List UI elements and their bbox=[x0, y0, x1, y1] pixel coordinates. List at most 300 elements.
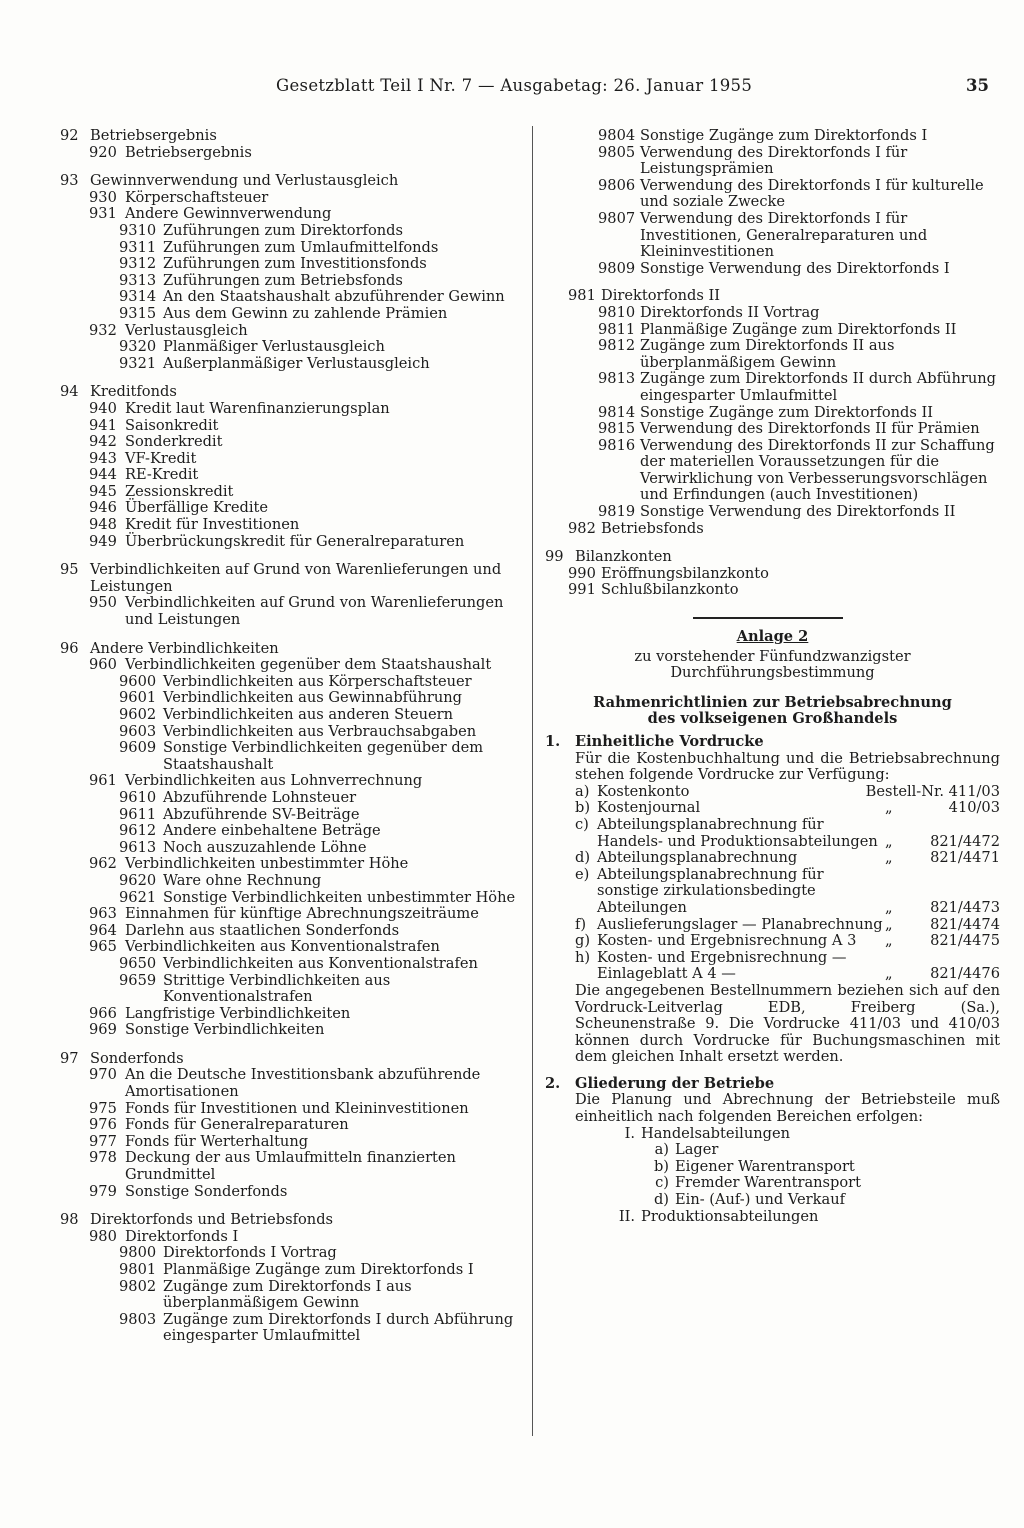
account-entry bbox=[60, 223, 522, 240]
account-title: Betriebsfonds bbox=[601, 519, 704, 537]
form-order-number: 821/4476 bbox=[930, 965, 1000, 983]
account-number: 9819 bbox=[598, 503, 636, 521]
page-number: 35 bbox=[966, 76, 989, 95]
account-number: 9811 bbox=[598, 320, 636, 338]
account-entry bbox=[60, 1212, 522, 1229]
account-entry bbox=[60, 873, 522, 890]
account-title: Direktorfonds II bbox=[601, 287, 721, 305]
account-title: Schlußbilanzkonto bbox=[601, 581, 739, 599]
account-title: Verbindlichkeiten aus Konventionalstrafen bbox=[163, 954, 478, 972]
account-title: Andere Gewinnverwendung bbox=[125, 205, 332, 223]
area-item bbox=[545, 1142, 1000, 1159]
area-name: Lager bbox=[675, 1141, 719, 1159]
account-entry bbox=[545, 566, 1000, 583]
account-number: 970 bbox=[89, 1066, 117, 1084]
section-rule bbox=[693, 617, 843, 619]
account-number: 950 bbox=[89, 594, 117, 612]
account-title: Zuführungen zum Investitionsfonds bbox=[163, 255, 427, 273]
account-title: Sonstige Verwendung des Direktorfonds I bbox=[640, 259, 950, 277]
area-label: b) bbox=[653, 1157, 669, 1175]
account-title: Zuführungen zum Betriebsfonds bbox=[163, 271, 403, 289]
account-title: Verwendung des Direktorfonds I für Leistungsprämien bbox=[640, 143, 908, 178]
account-title: Darlehn aus staatlichen Sonderfonds bbox=[125, 921, 400, 939]
account-title: Ware ohne Rechnung bbox=[163, 871, 322, 889]
account-number: 95 bbox=[60, 561, 79, 579]
account-number: 9659 bbox=[119, 971, 157, 989]
account-number: 9610 bbox=[119, 788, 157, 806]
account-entry bbox=[60, 674, 522, 691]
account-number: 9816 bbox=[598, 436, 636, 454]
form-label: b) bbox=[575, 799, 591, 817]
account-title: Verbindlichkeiten aus anderen Steuern bbox=[163, 706, 454, 723]
account-title: Sonstige Sonderfonds bbox=[125, 1182, 288, 1200]
account-number: 9612 bbox=[119, 822, 157, 840]
account-title: Andere einbehaltene Beträge bbox=[163, 822, 381, 840]
section-1-note: Die angegebenen Bestellnummern beziehen sich auf den Vordruck-Leitverlag EDB, Freiberg (Sa.), Scheunenstraße 9. Die Vordrucke 411/03 und 410/03 können durch Vordrucke für Buchungsmaschinen mit dem gleichen Inhalt ersetzt werden. bbox=[575, 981, 1000, 1066]
account-title: Gewinnverwendung und Verlustausgleich bbox=[90, 172, 399, 190]
account-number: 9611 bbox=[119, 805, 157, 823]
area-item bbox=[545, 1209, 1000, 1226]
form-order-number: 410/03 bbox=[948, 799, 1000, 817]
account-entry bbox=[545, 305, 1000, 322]
anlage-title: Anlage 2 bbox=[736, 628, 809, 646]
account-title: Sonstige Verwendung des Direktorfonds II bbox=[640, 503, 956, 521]
form-name: Kostenkonto bbox=[597, 782, 690, 800]
account-entry bbox=[60, 356, 522, 373]
column-divider bbox=[532, 126, 533, 1436]
account-number: 975 bbox=[89, 1099, 117, 1117]
form-order-number: Bestell-Nr. 411/03 bbox=[865, 782, 1000, 800]
account-title: Überbrückungskredit für Generalreparaturen bbox=[125, 532, 465, 550]
account-title: VF-Kredit bbox=[125, 449, 197, 467]
account-title: Aus dem Gewinn zu zahlende Prämien bbox=[163, 304, 448, 322]
anlage-subtitle-1: zu vorstehender Fünfundzwanzigster bbox=[634, 647, 911, 665]
area-name: Handelsabteilungen bbox=[641, 1124, 791, 1142]
account-title: Zugänge zum Direktorfonds II durch Abführung eingesparter Umlaufmittel bbox=[640, 370, 996, 404]
area-name: Ein- (Auf-) und Verkauf bbox=[675, 1191, 846, 1209]
account-entry bbox=[60, 1006, 522, 1023]
account-number: 978 bbox=[89, 1149, 117, 1167]
form-item bbox=[545, 933, 1000, 950]
account-title: Langfristige Verbindlichkeiten bbox=[125, 1004, 351, 1022]
account-entry bbox=[60, 1150, 522, 1183]
account-title: Sonstige Verbindlichkeiten unbestimmter Höhe bbox=[163, 888, 516, 906]
account-entry bbox=[60, 840, 522, 857]
ditto-mark: „ bbox=[885, 915, 893, 933]
account-title: Andere Verbindlichkeiten bbox=[90, 639, 279, 657]
account-entry bbox=[60, 939, 522, 956]
form-order-number: 821/4471 bbox=[930, 849, 1000, 867]
account-title: Kredit für Investitionen bbox=[125, 516, 300, 534]
account-number: 9814 bbox=[598, 403, 636, 421]
account-number: 9803 bbox=[119, 1310, 157, 1328]
account-number: 94 bbox=[60, 383, 79, 401]
account-number: 9313 bbox=[119, 271, 157, 289]
account-entry bbox=[60, 206, 522, 223]
account-entry bbox=[60, 401, 522, 418]
account-title: Direktorfonds I Vortrag bbox=[163, 1244, 337, 1262]
account-entry bbox=[60, 418, 522, 435]
account-title: Verbindlichkeiten aus Lohnverrechnung bbox=[125, 772, 423, 790]
ditto-mark: „ bbox=[885, 898, 893, 916]
account-number: 92 bbox=[60, 127, 79, 144]
account-entry bbox=[60, 906, 522, 923]
account-number: 960 bbox=[89, 656, 117, 674]
account-number: 941 bbox=[89, 416, 117, 434]
account-title: Abzuführende Lohnsteuer bbox=[163, 788, 357, 806]
account-number: 9620 bbox=[119, 871, 157, 889]
account-entry bbox=[60, 323, 522, 340]
account-entry bbox=[60, 1184, 522, 1201]
account-entry bbox=[60, 190, 522, 207]
account-number: 962 bbox=[89, 855, 117, 873]
form-item bbox=[545, 950, 1000, 983]
account-entry bbox=[545, 128, 1000, 145]
section-2-number: 2. bbox=[545, 1074, 561, 1092]
form-order-number: 821/4474 bbox=[930, 915, 1000, 933]
account-entry bbox=[60, 790, 522, 807]
account-number: 9613 bbox=[119, 838, 157, 856]
form-label: g) bbox=[575, 932, 591, 950]
form-item bbox=[545, 784, 1000, 801]
account-entry bbox=[60, 339, 522, 356]
account-entry bbox=[60, 128, 522, 145]
account-entry bbox=[60, 807, 522, 824]
account-number: 9805 bbox=[598, 143, 636, 161]
form-name: Auslieferungslager — Planabrechnung bbox=[597, 915, 883, 933]
account-entry bbox=[60, 1051, 522, 1068]
area-list bbox=[545, 1126, 1000, 1226]
form-item bbox=[545, 917, 1000, 934]
account-title: Fonds für Werterhaltung bbox=[125, 1132, 309, 1150]
account-entry bbox=[60, 657, 522, 674]
account-number: 9312 bbox=[119, 255, 157, 273]
form-order-number: 821/4475 bbox=[930, 932, 1000, 950]
account-entry bbox=[60, 1117, 522, 1134]
account-title: Betriebsergebnis bbox=[125, 143, 252, 161]
account-entry bbox=[545, 504, 1000, 521]
account-number: 961 bbox=[89, 772, 117, 790]
account-number: 979 bbox=[89, 1182, 117, 1200]
account-entry bbox=[60, 240, 522, 257]
ditto-mark: „ bbox=[885, 849, 893, 867]
account-number: 9315 bbox=[119, 304, 157, 322]
account-title: Verbindlichkeiten aus Verbrauchsabgaben bbox=[163, 722, 477, 740]
form-item bbox=[545, 800, 1000, 817]
account-title: Direktorfonds I bbox=[125, 1227, 239, 1245]
section-1-title: Einheitliche Vordrucke bbox=[575, 733, 764, 750]
account-entry bbox=[60, 890, 522, 907]
account-number: 9600 bbox=[119, 672, 157, 690]
account-number: 969 bbox=[89, 1021, 117, 1039]
account-title: An den Staatshaushalt abzuführender Gewinn bbox=[163, 288, 505, 306]
account-entry bbox=[60, 1134, 522, 1151]
account-title: Einnahmen für künftige Abrechnungszeiträume bbox=[125, 905, 479, 923]
account-number: 944 bbox=[89, 466, 117, 484]
account-title: Verbindlichkeiten auf Grund von Warenlieferungen und Leistungen bbox=[90, 561, 502, 595]
account-number: 9601 bbox=[119, 689, 157, 707]
account-number: 98 bbox=[60, 1211, 79, 1229]
area-name: Produktionsabteilungen bbox=[641, 1207, 819, 1225]
form-name: Abteilungsplanabrechnung für sonstige zirkulationsbedingte Abteilungen bbox=[597, 865, 824, 916]
form-item bbox=[545, 850, 1000, 867]
account-number: 930 bbox=[89, 188, 117, 206]
account-title: Sonstige Zugänge zum Direktorfonds II bbox=[640, 403, 934, 421]
account-number: 932 bbox=[89, 321, 117, 339]
ditto-mark: „ bbox=[885, 965, 893, 983]
form-label: h) bbox=[575, 948, 591, 966]
account-number: 942 bbox=[89, 433, 117, 451]
form-order-number: 821/4472 bbox=[930, 832, 1000, 850]
form-name: Kostenjournal bbox=[597, 799, 701, 817]
account-title: Zessionskredit bbox=[125, 482, 234, 500]
account-number: 982 bbox=[568, 519, 596, 537]
account-entry bbox=[545, 438, 1000, 504]
account-number: 9810 bbox=[598, 303, 636, 321]
form-name: Abteilungsplanabrechnung für Handels- und Produktionsabteilungen bbox=[597, 815, 878, 850]
account-entry bbox=[60, 384, 522, 401]
account-entry bbox=[60, 145, 522, 162]
account-number: 946 bbox=[89, 499, 117, 517]
account-entry bbox=[60, 641, 522, 658]
account-title: Verbindlichkeiten gegenüber dem Staatshaushalt bbox=[125, 656, 492, 674]
account-number: 976 bbox=[89, 1116, 117, 1134]
account-number: 9314 bbox=[119, 288, 157, 306]
account-entry bbox=[60, 1279, 522, 1312]
account-title: Kreditfonds bbox=[90, 383, 177, 401]
account-number: 96 bbox=[60, 639, 79, 657]
ditto-mark: „ bbox=[885, 832, 893, 850]
right-column bbox=[545, 128, 1000, 1225]
account-number: 977 bbox=[89, 1132, 117, 1150]
area-label: a) bbox=[654, 1141, 669, 1159]
account-title: Sonderfonds bbox=[90, 1049, 184, 1067]
account-number: 99 bbox=[545, 548, 564, 566]
right-account-list bbox=[545, 128, 1000, 599]
account-title: Verwendung des Direktorfonds II für Prämien bbox=[640, 420, 980, 438]
account-number: 931 bbox=[89, 205, 117, 223]
account-title: Planmäßige Zugänge zum Direktorfonds I bbox=[163, 1261, 474, 1278]
account-number: 990 bbox=[568, 564, 596, 582]
account-entry bbox=[60, 562, 522, 595]
account-number: 9806 bbox=[598, 176, 636, 194]
account-entry bbox=[60, 1067, 522, 1100]
section-1-intro: Für die Kostenbuchhaltung und die Betriebsabrechnung stehen folgende Vordrucke zur Verfügung: bbox=[575, 749, 1000, 784]
account-entry bbox=[545, 338, 1000, 371]
form-label: d) bbox=[575, 849, 591, 867]
account-number: 965 bbox=[89, 938, 117, 956]
account-number: 9807 bbox=[598, 209, 636, 227]
account-entry bbox=[545, 288, 1000, 305]
account-title: Zuführungen zum Umlaufmittelfonds bbox=[163, 238, 439, 256]
anlage-heading bbox=[545, 695, 1000, 728]
account-title: Verwendung des Direktorfonds I für Investitionen, Generalreparaturen und Kleininvestitionen bbox=[640, 209, 928, 261]
account-entry bbox=[60, 484, 522, 501]
account-title: Zugänge zum Direktorfonds I durch Abführung eingesparter Umlaufmittel bbox=[163, 1310, 514, 1345]
account-title: Planmäßiger Verlustausgleich bbox=[163, 338, 385, 356]
area-item bbox=[545, 1175, 1000, 1192]
account-number: 964 bbox=[89, 921, 117, 939]
page-header-title: Gesetzblatt Teil I Nr. 7 — Ausgabetag: 26. Januar 1955 bbox=[276, 76, 753, 95]
area-name: Fremder Warentransport bbox=[675, 1174, 862, 1192]
ditto-mark: „ bbox=[885, 932, 893, 950]
account-entry bbox=[60, 956, 522, 973]
anlage-subtitle-2: Durchführungsbestimmung bbox=[670, 664, 875, 682]
account-entry bbox=[545, 322, 1000, 339]
account-entry bbox=[60, 1229, 522, 1246]
account-title: Körperschaftsteuer bbox=[125, 188, 269, 206]
account-title: Sonstige Verbindlichkeiten bbox=[125, 1021, 325, 1039]
account-title: Sonstige Verbindlichkeiten gegenüber dem Staatshaushalt bbox=[163, 739, 484, 773]
account-number: 9311 bbox=[119, 238, 157, 256]
account-number: 943 bbox=[89, 449, 117, 467]
account-number: 9813 bbox=[598, 370, 636, 388]
account-title: Verbindlichkeiten aus Gewinnabführung bbox=[163, 689, 462, 707]
account-title: An die Deutsche Investitionsbank abzuführende Amortisationen bbox=[125, 1066, 481, 1101]
account-entry bbox=[545, 405, 1000, 422]
account-entry bbox=[545, 145, 1000, 178]
account-title: Eröffnungsbilanzkonto bbox=[601, 564, 769, 582]
section-2-heading bbox=[545, 1076, 1000, 1093]
ditto-mark: „ bbox=[885, 799, 893, 817]
account-entry bbox=[545, 261, 1000, 278]
account-number: 9804 bbox=[598, 127, 636, 144]
account-entry bbox=[60, 973, 522, 1006]
account-title: Fonds für Generalreparaturen bbox=[125, 1116, 349, 1134]
account-entry bbox=[60, 1101, 522, 1118]
account-title: Verbindlichkeiten aus Körperschaftsteuer bbox=[163, 672, 472, 690]
account-entry bbox=[60, 1022, 522, 1039]
form-label: f) bbox=[575, 915, 587, 933]
area-label: c) bbox=[655, 1174, 669, 1192]
account-number: 980 bbox=[89, 1227, 117, 1245]
account-title: Noch auszuzahlende Löhne bbox=[163, 838, 367, 856]
account-number: 9621 bbox=[119, 888, 157, 906]
account-title: Verwendung des Direktorfonds II zur Schaffung der materiellen Voraussetzungen für die Verwirklichung von Verbesserungsvorschlägen und Erfindungen (auch Investitionen) bbox=[640, 436, 995, 504]
form-name: Kosten- und Ergebnisrechnung — Einlageblatt A 4 — bbox=[597, 948, 847, 983]
section-2-intro: Die Planung und Abrechnung der Betriebsteile muß einheitlich nach folgenden Bereichen erfolgen: bbox=[575, 1091, 1000, 1126]
account-title: Zugänge zum Direktorfonds I aus überplanmäßigem Gewinn bbox=[163, 1277, 412, 1312]
form-item bbox=[545, 867, 1000, 917]
account-title: Kredit laut Warenfinanzierungsplan bbox=[125, 399, 390, 417]
section-1-number: 1. bbox=[545, 733, 561, 750]
anlage-heading-1: Rahmenrichtlinien zur Betriebsabrechnung bbox=[593, 693, 952, 711]
area-item bbox=[545, 1192, 1000, 1209]
account-title: Zuführungen zum Direktorfonds bbox=[163, 221, 403, 239]
account-entry bbox=[60, 256, 522, 273]
account-number: 9815 bbox=[598, 420, 636, 438]
account-entry bbox=[545, 211, 1000, 261]
account-number: 981 bbox=[568, 287, 596, 305]
left-column bbox=[60, 128, 522, 1345]
account-number: 940 bbox=[89, 399, 117, 417]
account-entry bbox=[545, 521, 1000, 538]
account-entry bbox=[60, 856, 522, 873]
account-title: Bilanzkonten bbox=[575, 548, 672, 566]
account-number: 9812 bbox=[598, 337, 636, 355]
anlage-heading-2: des volkseigenen Großhandels bbox=[647, 710, 898, 728]
account-title: Zugänge zum Direktorfonds II aus überplanmäßigem Gewinn bbox=[640, 337, 895, 371]
account-title: Fonds für Investitionen und Kleininvestitionen bbox=[125, 1099, 469, 1117]
account-entry bbox=[60, 306, 522, 323]
account-entry bbox=[60, 690, 522, 707]
account-entry bbox=[60, 1262, 522, 1279]
account-title: Verbindlichkeiten auf Grund von Warenlieferungen und Leistungen bbox=[125, 594, 504, 629]
form-list bbox=[545, 784, 1000, 983]
section-1-heading bbox=[545, 734, 1000, 751]
account-number: 9603 bbox=[119, 722, 157, 740]
account-title: Saisonkredit bbox=[125, 416, 219, 434]
account-title: Direktorfonds II Vortrag bbox=[640, 303, 820, 321]
form-label: a) bbox=[575, 782, 590, 800]
account-entry bbox=[60, 434, 522, 451]
account-title: RE-Kredit bbox=[125, 466, 199, 484]
form-label: c) bbox=[575, 815, 589, 833]
account-title: Verbindlichkeiten aus Konventionalstrafen bbox=[125, 938, 440, 956]
account-entry bbox=[60, 1312, 522, 1345]
account-number: 9609 bbox=[119, 739, 157, 757]
account-number: 9602 bbox=[119, 706, 157, 723]
account-title: Abzuführende SV-Beiträge bbox=[163, 805, 360, 823]
account-entry bbox=[60, 1245, 522, 1262]
account-title: Außerplanmäßiger Verlustausgleich bbox=[163, 354, 430, 372]
account-entry bbox=[60, 823, 522, 840]
account-entry bbox=[60, 467, 522, 484]
account-entry bbox=[545, 421, 1000, 438]
account-number: 9320 bbox=[119, 338, 157, 356]
form-name: Abteilungsplanabrechnung bbox=[597, 849, 798, 867]
account-entry bbox=[545, 371, 1000, 404]
account-number: 9310 bbox=[119, 221, 157, 239]
account-entry bbox=[60, 923, 522, 940]
area-label: d) bbox=[653, 1191, 669, 1209]
account-title: Sonderkredit bbox=[125, 433, 223, 451]
account-number: 97 bbox=[60, 1049, 79, 1067]
account-number: 920 bbox=[89, 143, 117, 161]
account-title: Planmäßige Zugänge zum Direktorfonds II bbox=[640, 320, 957, 338]
account-entry bbox=[545, 549, 1000, 566]
area-label: II. bbox=[618, 1207, 635, 1225]
account-entry bbox=[60, 173, 522, 190]
account-title: Verbindlichkeiten unbestimmter Höhe bbox=[125, 855, 409, 873]
area-item bbox=[545, 1159, 1000, 1176]
account-title: Verlustausgleich bbox=[125, 321, 248, 339]
account-entry bbox=[60, 517, 522, 534]
account-entry bbox=[60, 451, 522, 468]
account-entry bbox=[60, 500, 522, 517]
account-number: 9809 bbox=[598, 259, 636, 277]
account-title: Verwendung des Direktorfonds I für kulturelle und soziale Zwecke bbox=[640, 176, 984, 211]
account-number: 9650 bbox=[119, 954, 157, 972]
account-title: Überfällige Kredite bbox=[125, 499, 269, 517]
account-entry bbox=[60, 273, 522, 290]
account-entry bbox=[545, 582, 1000, 599]
account-entry bbox=[60, 289, 522, 306]
account-entry bbox=[60, 595, 522, 628]
account-number: 9802 bbox=[119, 1277, 157, 1295]
area-item bbox=[545, 1126, 1000, 1143]
account-title: Deckung der aus Umlaufmitteln finanzierten Grundmittel bbox=[125, 1149, 456, 1184]
account-number: 949 bbox=[89, 532, 117, 550]
account-entry bbox=[60, 724, 522, 741]
account-title: Sonstige Zugänge zum Direktorfonds I bbox=[640, 127, 928, 144]
area-name: Eigener Warentransport bbox=[675, 1157, 855, 1175]
area-label: I. bbox=[624, 1124, 635, 1142]
account-number: 966 bbox=[89, 1004, 117, 1022]
account-title: Strittige Verbindlichkeiten aus Konventionalstrafen bbox=[163, 971, 391, 1006]
form-label: e) bbox=[575, 865, 590, 883]
account-entry bbox=[60, 740, 522, 773]
